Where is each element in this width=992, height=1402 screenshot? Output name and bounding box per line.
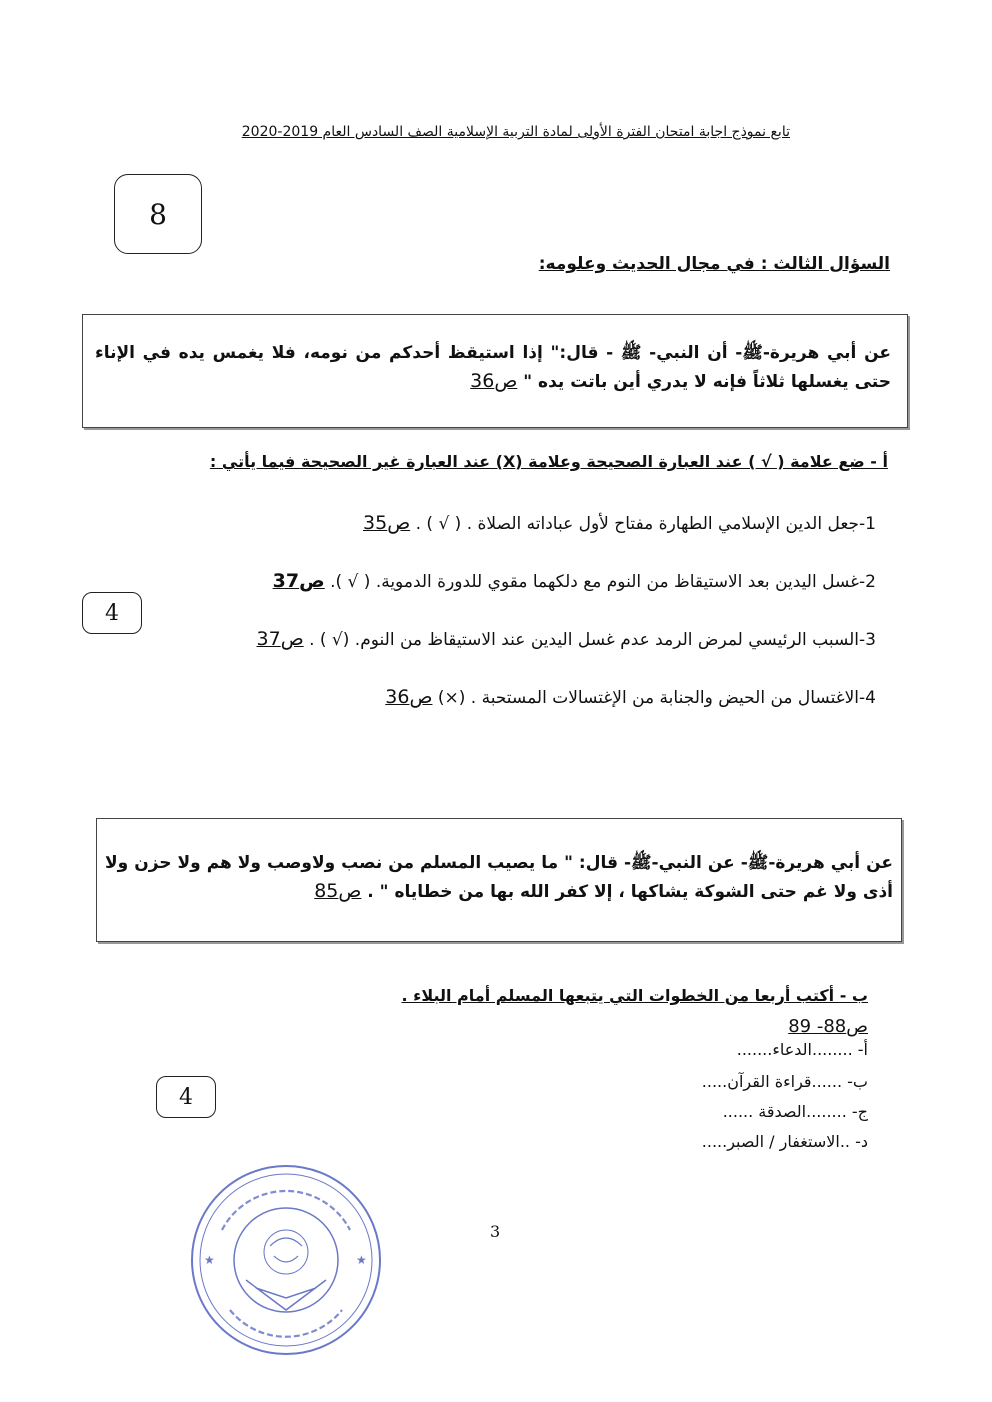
page-number: 3 xyxy=(490,1222,501,1241)
hadith-1-text: عن أبي هريرة-ﷺ- أن النبي- ﷺ - قال:" إذا استيقظ أحدكم من نومه، فلا يغمس يده في الإناء حتى يغسلها ثلاثاً فإنه لا يدري أين باتت يده " xyxy=(95,343,891,392)
stamp-bottom-lettering xyxy=(230,1310,342,1337)
hadith-1-page-ref: ص36 xyxy=(470,370,518,392)
answer-text: ......قراءة القرآن..... xyxy=(701,1072,843,1091)
answer-mark: (√ ) . xyxy=(309,630,350,650)
answer-label: د- xyxy=(855,1132,868,1151)
hadith-2-text: عن أبي هريرة-ﷺ- عن النبي-ﷺ- قال: " ما يصيب المسلم من نصب ولاوصب ولا هم ولا حزن ولا أذى ولا غم حتى الشوكة يشاكها ، إلا كفر الله بها من خطاياه " . xyxy=(105,853,893,902)
stamp-star-icon: ★ xyxy=(356,1253,367,1267)
statement-2 xyxy=(273,570,876,592)
stamp-emblem-wings xyxy=(246,1280,326,1310)
stamp-star-icon: ★ xyxy=(204,1253,215,1267)
page-ref: ص37 xyxy=(256,628,304,650)
statement-1 xyxy=(363,512,876,534)
hadith-text xyxy=(105,849,893,906)
statement-text: الاغتسال من الحيض والجنابة من الإغتسالات المستحبة . xyxy=(470,688,860,708)
answer-text: ........الدعاء....... xyxy=(736,1040,853,1059)
stamp-emblem-ring xyxy=(234,1208,338,1312)
part-b-page-ref: ص88- 89 xyxy=(788,1016,868,1037)
page-header: تابع نموذج اجابة امتحان الفترة الأولى لمادة التربية الإسلامية الصف السادس العام 2019-2020 xyxy=(241,124,790,140)
question-title: السؤال الثالث : في مجال الحديث وعلومه: xyxy=(538,254,890,274)
answer-b xyxy=(702,1072,868,1091)
answer-label: ج- xyxy=(851,1102,868,1121)
hadith-box-2 xyxy=(96,818,902,942)
answer-c xyxy=(723,1102,868,1121)
page-ref: ص35 xyxy=(363,512,411,534)
part-b-instruction: ب - أكتب أربعا من الخطوات التي يتبعها المسلم أمام البلاء . xyxy=(401,986,868,1005)
answer-a xyxy=(737,1040,868,1059)
hadith-2-page-ref: ص85 xyxy=(314,880,362,902)
stamp-inner-ring xyxy=(200,1174,372,1346)
stamp-emblem-detail xyxy=(270,1238,302,1262)
hadith-box-1 xyxy=(82,314,908,428)
statement-4 xyxy=(385,686,876,708)
stamp-top-lettering xyxy=(222,1191,350,1230)
part-a-instruction: أ - ضع علامة ( √ ) عند العبارة الصحيحة وعلامة (X) عند العبارة غير الصحيحة فيما يأتي : xyxy=(209,452,888,471)
statement-text: السبب الرئيسي لمرض الرمد عدم غسل اليدين عند الاستيقاظ من النوم. xyxy=(354,630,860,650)
statement-text: جعل الدين الإسلامي الطهارة مفتاح لأول عباداته الصلاة . xyxy=(466,514,860,534)
statement-number: 2- xyxy=(859,572,876,592)
part-b-score-box: 4 xyxy=(156,1076,216,1118)
stamp-emblem-center xyxy=(264,1230,308,1274)
answer-text: ........الصدقة ...... xyxy=(722,1102,847,1121)
answer-mark: ( √ ). xyxy=(330,572,371,592)
statement-number: 1- xyxy=(859,514,876,534)
answer-mark: (×) xyxy=(437,688,466,708)
part-a-score-box: 4 xyxy=(82,592,142,634)
answer-label: ب- xyxy=(847,1072,868,1091)
hadith-text xyxy=(95,339,891,396)
statement-number: 4- xyxy=(859,688,876,708)
page-ref: ص36 xyxy=(385,686,433,708)
stamp-outer-ring xyxy=(192,1166,380,1354)
answer-label: أ- xyxy=(857,1040,868,1059)
answer-mark: ( √ ) . xyxy=(415,514,462,534)
answer-text: ..الاستغفار / الصبر..... xyxy=(701,1132,850,1151)
total-score-box: 8 xyxy=(114,174,202,254)
statement-3 xyxy=(257,628,877,650)
answer-d xyxy=(702,1132,868,1151)
official-stamp xyxy=(186,1160,386,1360)
page-ref: ص37 xyxy=(272,570,325,592)
statement-text: غسل اليدين بعد الاستيقاظ من النوم مع دلكهما مقوي للدورة الدموية. xyxy=(375,572,860,592)
statement-number: 3- xyxy=(859,630,876,650)
